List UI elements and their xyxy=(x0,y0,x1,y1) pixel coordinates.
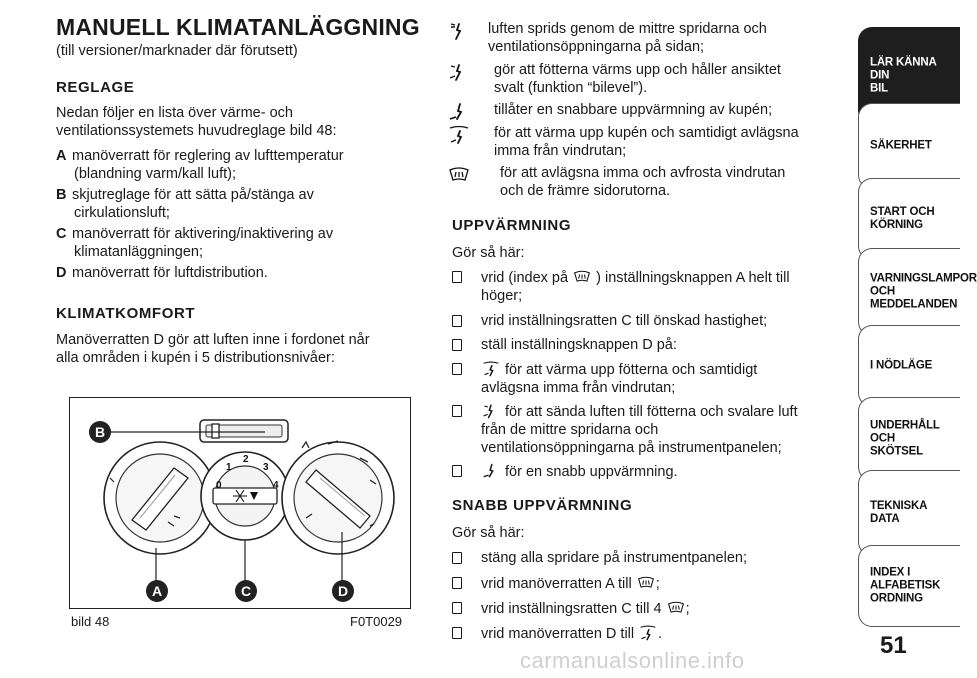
list-item-text: manöverratt för luftdistribution. xyxy=(72,265,268,281)
list-item-text: ; xyxy=(655,576,660,592)
checkbox-icon xyxy=(452,315,462,327)
page-subtitle: (till versioner/marknader där förutsett) xyxy=(56,43,298,59)
defrost-icon xyxy=(636,574,656,592)
list-item-letter: D xyxy=(56,265,67,281)
list-item xyxy=(452,312,852,330)
list-item-letter: B xyxy=(56,187,67,203)
tab-label: I NÖDLÄGE xyxy=(870,359,933,372)
mode-item xyxy=(448,164,828,200)
tab-label: LÄR KÄNNA DIN xyxy=(870,56,937,82)
mode-item xyxy=(448,61,828,97)
page-number: 51 xyxy=(880,632,907,659)
list-item-text: ställ inställningsknappen D på: xyxy=(481,337,677,353)
mode-text: för att avlägsna imma och avfrosta vindrutan xyxy=(500,165,786,181)
checkbox-icon xyxy=(452,577,462,589)
list-item-text: vrid (index på xyxy=(481,270,569,286)
list-item xyxy=(452,462,852,481)
list-item-text: ventilationsöppningarna på instrumentpanelen; xyxy=(481,440,782,456)
callout-d: D xyxy=(337,583,349,599)
mode-item xyxy=(448,101,828,119)
tab-label: TEKNISKA DATA xyxy=(870,500,927,525)
tab-label: INDEX I ALFABETISK xyxy=(870,566,941,592)
list-item-text: avlägsna imma från vindrutan; xyxy=(481,380,676,396)
watermark: carmanualsonline.info xyxy=(520,648,745,673)
list-item-text: ) inställningsknappen A helt till xyxy=(596,270,790,286)
tab-label: SKÖTSEL xyxy=(870,445,923,458)
tab-label: START OCH xyxy=(870,206,935,218)
callout-c: C xyxy=(240,583,252,599)
list-item-text: klimatanläggningen; xyxy=(74,244,203,260)
figure-code: F0T0029 xyxy=(350,614,403,629)
komfort-line: alla områden i kupén i 5 distributionsnivåer: xyxy=(56,350,335,366)
chapter-tabs xyxy=(858,0,977,678)
komfort-text xyxy=(56,331,370,367)
mode-text: gör att fötterna värms upp och håller ansiktet xyxy=(494,62,781,78)
checkbox-icon xyxy=(452,465,462,477)
tab-label: KÖRNING xyxy=(870,219,923,231)
list-item-text: manöverratt för aktivering/inaktivering av xyxy=(72,226,334,242)
control-panel-illustration xyxy=(70,398,409,607)
section-heading-reglage: REGLAGE xyxy=(56,79,135,96)
mode-text: luften sprids genom de mittre spridarna och xyxy=(488,21,767,37)
feet-defrost-icon xyxy=(481,360,501,378)
list-item xyxy=(56,225,436,261)
bilevel-icon xyxy=(448,61,470,83)
list-item-text: för att sända luften till fötterna och svalare luft xyxy=(505,404,798,420)
list-item-text: stäng alla spridare på instrumentpanelen; xyxy=(481,550,747,566)
face-vent-icon xyxy=(448,20,470,42)
list-item-text: cirkulationsluft; xyxy=(74,205,170,221)
tab-label: SÄKERHET xyxy=(870,139,932,152)
list-item xyxy=(452,402,852,457)
tab-tekniska-data[interactable] xyxy=(858,470,960,556)
mode-item xyxy=(448,20,828,56)
tab-label: UNDERHÅLL OCH xyxy=(870,419,940,445)
komfort-line: Manöverratten D gör att luften inne i fordonet når xyxy=(56,332,370,348)
uppvarmning-intro: Gör så här: xyxy=(452,245,525,261)
reglage-intro xyxy=(56,104,337,140)
list-item-text: vrid inställningsratten C till 4 xyxy=(481,601,662,617)
list-item xyxy=(452,360,852,397)
list-item-text: höger; xyxy=(481,288,523,304)
list-item xyxy=(452,599,852,618)
defrost-icon xyxy=(448,164,470,186)
reglage-intro-line: ventilationssystemets huvudreglage bild 48: xyxy=(56,123,337,139)
page-title: MANUELL KLIMATANLÄGGNING xyxy=(56,14,420,40)
tab-i-nodlage[interactable] xyxy=(858,325,960,407)
checkbox-icon xyxy=(452,552,462,564)
list-item-text: . xyxy=(658,626,663,642)
fan-speed-label: 0 xyxy=(216,480,222,491)
list-item-text: ; xyxy=(685,601,690,617)
mode-text: och de främre sidorutorna. xyxy=(500,183,671,199)
checkbox-icon xyxy=(452,627,462,639)
list-item-text: (blandning varm/kall luft); xyxy=(74,166,236,182)
list-item-text: vrid manöverratten A till xyxy=(481,576,632,592)
checkbox-icon xyxy=(452,602,462,614)
feet-defrost-icon xyxy=(638,624,658,642)
list-item-text: skjutreglage för att sätta på/stänga av xyxy=(72,187,314,203)
fan-speed-label: 3 xyxy=(263,462,269,473)
mode-text: för att värma upp kupén och samtidigt avlägsna xyxy=(494,125,799,141)
section-heading-snabb-uppvarmning: SNABB UPPVÄRMNING xyxy=(452,497,633,514)
list-item-letter: A xyxy=(56,148,67,164)
list-item-text: vrid manöverratten D till xyxy=(481,626,635,642)
list-item xyxy=(452,549,852,567)
climate-control-figure xyxy=(69,397,411,609)
section-heading-klimatkomfort: KLIMATKOMFORT xyxy=(56,305,196,322)
fan-speed-label: 1 xyxy=(226,462,232,473)
list-item xyxy=(452,268,852,305)
figure-caption: bild 48 xyxy=(71,614,110,629)
list-item-text: för att värma upp fötterna och samtidigt xyxy=(505,362,758,378)
list-item xyxy=(56,147,436,183)
defrost-icon xyxy=(572,268,592,286)
tab-underhall-och-skotsel[interactable] xyxy=(858,397,960,481)
reglage-list xyxy=(56,147,436,285)
tab-index[interactable] xyxy=(858,545,960,627)
bilevel-icon xyxy=(481,402,501,420)
feet-icon xyxy=(481,462,501,480)
list-item-letter: C xyxy=(56,226,67,242)
feet-defrost-icon xyxy=(448,124,470,146)
checkbox-icon xyxy=(452,271,462,283)
tab-label: ORDNING xyxy=(870,592,923,605)
mode-text: svalt (funktion “bilevel”). xyxy=(494,80,648,96)
tab-label: VARNINGSLAMPOR xyxy=(870,272,977,285)
fan-speed-label: 2 xyxy=(243,454,249,465)
defrost-icon xyxy=(666,599,686,617)
tab-label: MEDDELANDEN xyxy=(870,298,958,311)
list-item-text: från de mittre spridarna och xyxy=(481,422,659,438)
mode-text: imma från vindrutan; xyxy=(494,143,627,159)
tab-varningslampor[interactable] xyxy=(858,248,977,336)
checkbox-icon xyxy=(452,339,462,351)
reglage-intro-line: Nedan följer en lista över värme- och xyxy=(56,105,293,121)
fan-speed-label: 4 xyxy=(273,480,279,491)
feet-icon xyxy=(448,101,470,123)
list-item xyxy=(56,186,436,222)
checkbox-icon xyxy=(452,363,462,375)
list-item xyxy=(56,264,436,282)
section-heading-uppvarmning: UPPVÄRMNING xyxy=(452,217,572,234)
list-item xyxy=(452,624,852,643)
mode-item xyxy=(448,124,828,160)
list-item-text: vrid inställningsratten C till önskad hastighet; xyxy=(481,313,768,329)
list-item xyxy=(452,574,852,593)
tab-label: OCH xyxy=(870,285,895,298)
list-item-text: för en snabb uppvärmning. xyxy=(505,464,678,480)
mode-text: ventilationsöppningarna på sidan; xyxy=(488,39,705,55)
checkbox-icon xyxy=(452,405,462,417)
tab-label: BIL xyxy=(870,82,888,95)
list-item-text: manöverratt för reglering av lufttemperatur xyxy=(72,148,344,164)
callout-b: B xyxy=(94,424,106,440)
mode-text: tillåter en snabbare uppvärmning av kupén; xyxy=(494,102,773,118)
callout-a: A xyxy=(151,583,163,599)
list-item xyxy=(452,336,852,354)
tab-sakerhet[interactable] xyxy=(858,103,960,189)
snabb-intro: Gör så här: xyxy=(452,525,525,541)
